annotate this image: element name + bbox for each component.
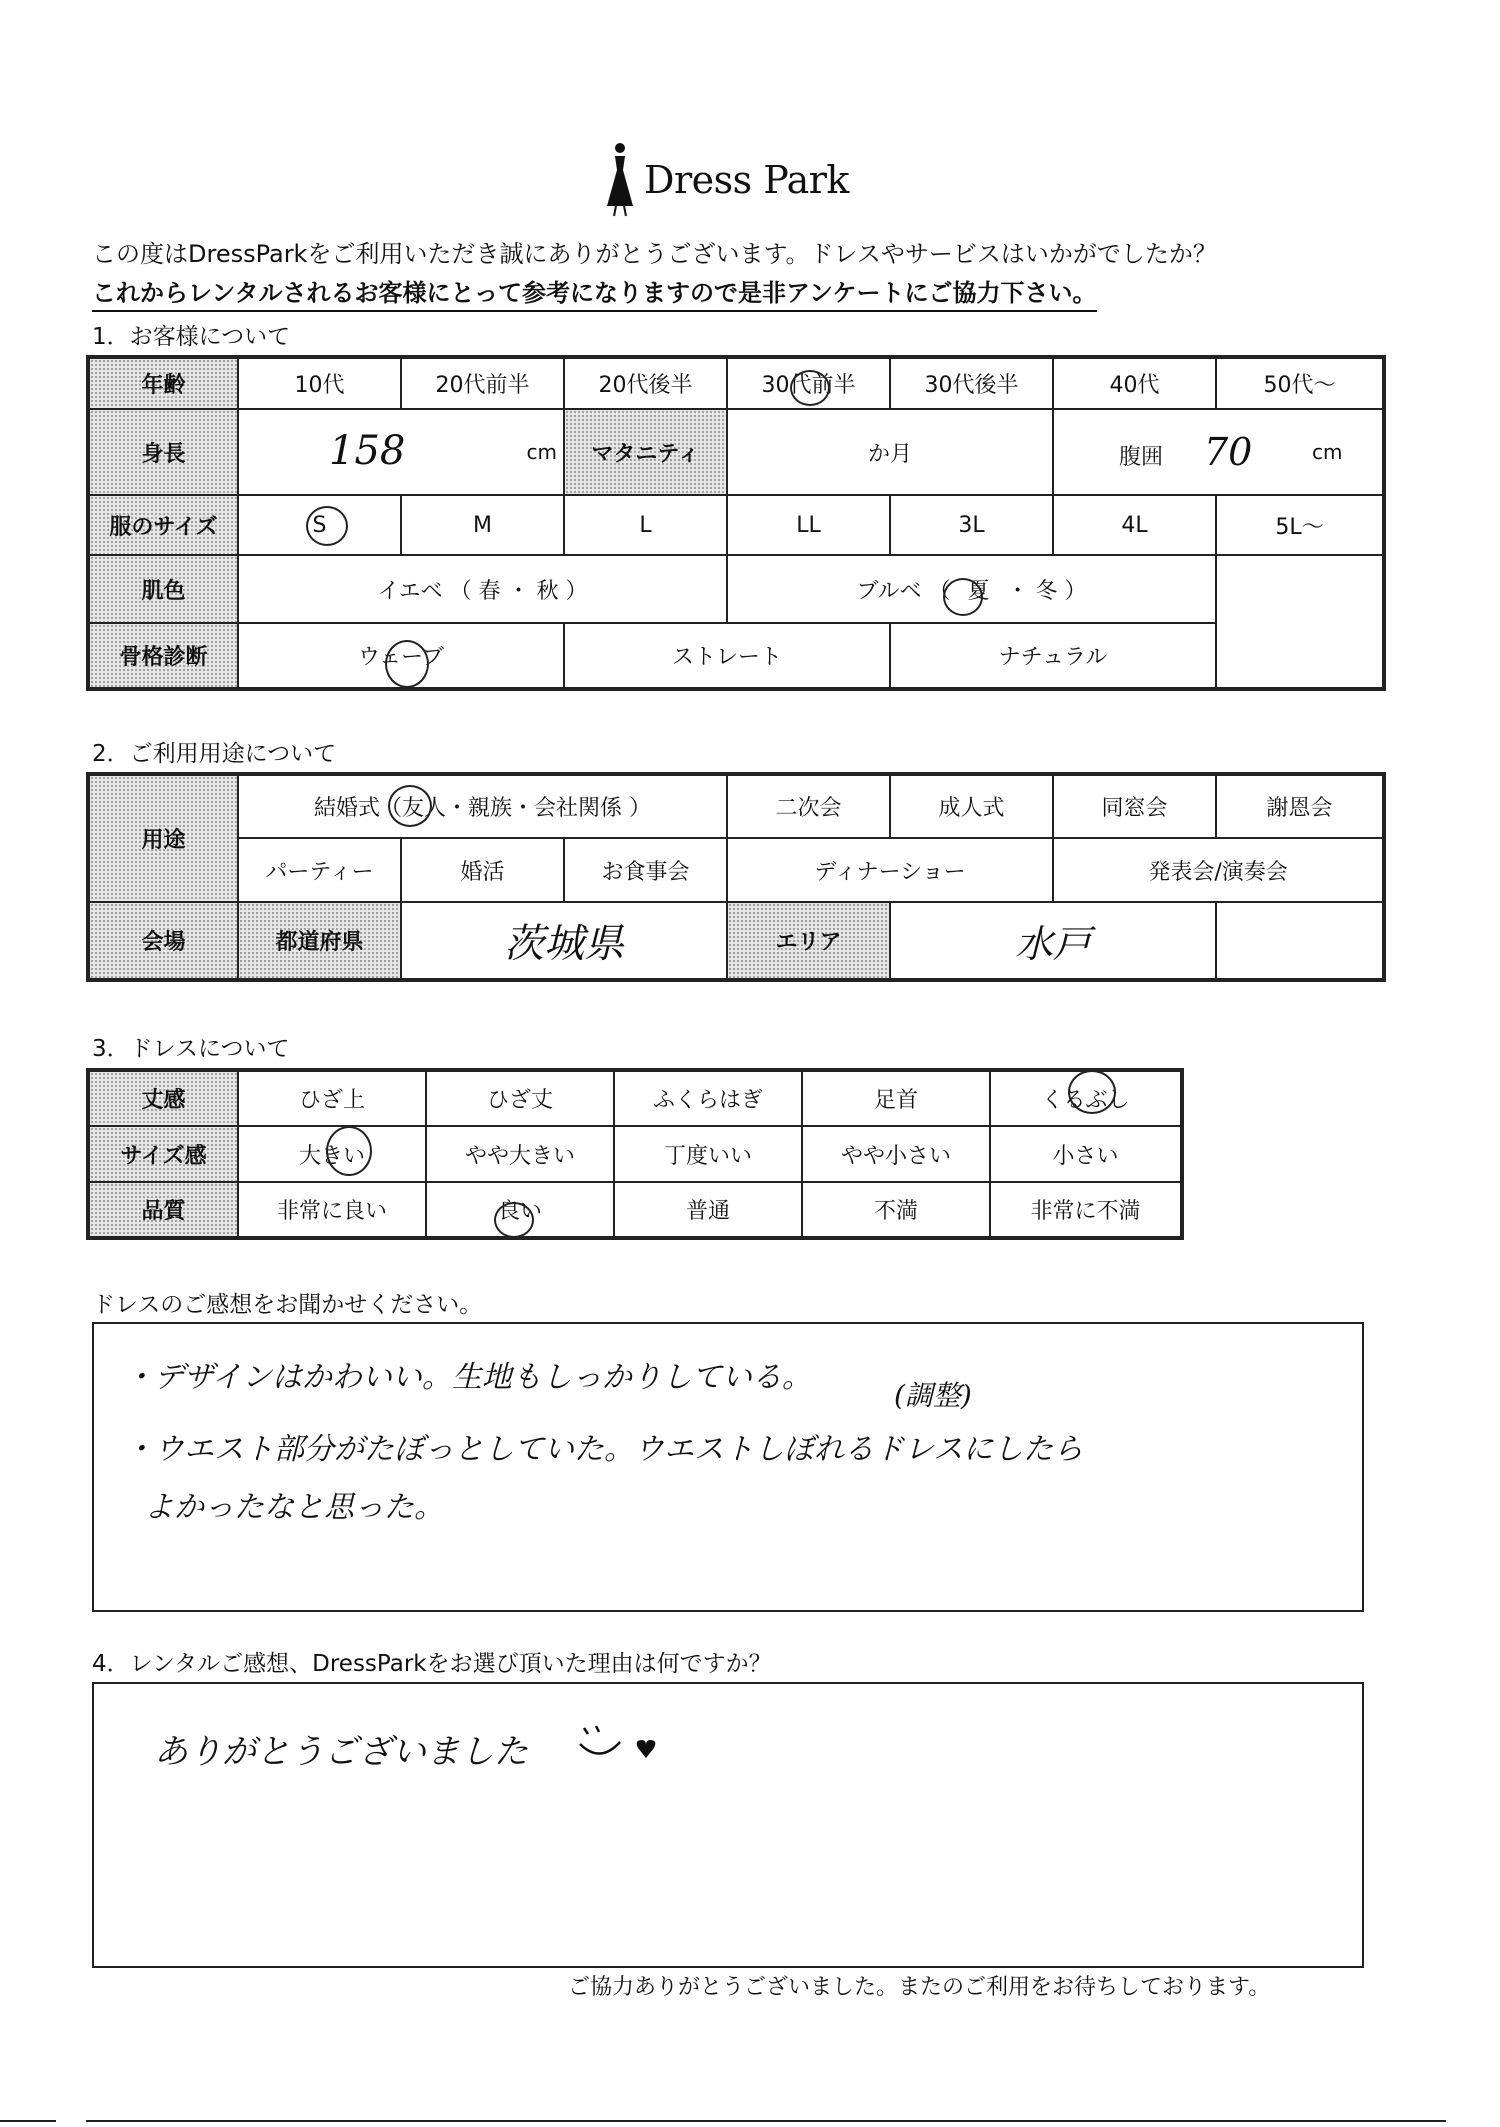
height-field[interactable] — [238, 409, 564, 495]
fit-option-slightly-large[interactable]: やや大きい — [426, 1126, 614, 1182]
size-option-s[interactable]: S — [238, 495, 401, 555]
size-option-3l[interactable]: 3L — [890, 495, 1053, 555]
selection-mark-age — [790, 370, 830, 406]
section-4-title: 4．レンタルご感想、DressParkをお選び頂いた理由は何ですか？ — [92, 1651, 772, 1677]
impression-line-1: ・デザインはかわいい。生地もしっかりしている。 — [124, 1360, 812, 1395]
blank-cell — [1216, 902, 1384, 980]
size-option-4l[interactable]: 4L — [1053, 495, 1216, 555]
venue-label: 会場 — [88, 902, 238, 980]
dress-icon — [600, 140, 640, 220]
blank-cell — [1216, 623, 1384, 689]
age-option-10s[interactable]: 10代 — [238, 357, 401, 409]
intro-line-1: この度はDressParkをご利用いただき誠にありがとうございます。ドレスやサービスはいかがでしたか？ — [92, 240, 1217, 268]
size-option-m[interactable]: M — [401, 495, 564, 555]
usage-label: 用途 — [88, 774, 238, 902]
area-label: エリア — [727, 902, 890, 980]
footer-message: ご協力ありがとうございました。またのご利用をお待ちしております。 — [568, 1975, 1271, 2000]
usage-option-dinner-show[interactable]: ディナーショー — [727, 838, 1053, 902]
reason-answer: ありがとうございました — [154, 1732, 528, 1772]
dresspark-logo — [600, 140, 860, 230]
usage-option-konkatsu[interactable]: 婚活 — [401, 838, 564, 902]
usage-option-thank-you-party[interactable]: 謝恩会 — [1216, 774, 1384, 838]
height-label: 身長 — [88, 409, 238, 495]
body-option-straight[interactable]: ストレート — [564, 623, 890, 689]
section-2-title: 2．ご利用用途について — [92, 741, 337, 767]
age-option-40s[interactable]: 40代 — [1053, 357, 1216, 409]
impression-line-3: よかったなと思った。 — [144, 1490, 444, 1525]
age-option-late-20s[interactable]: 20代後半 — [564, 357, 727, 409]
waist-label: 腹囲 — [1119, 445, 1164, 470]
prefecture-label: 都道府県 — [238, 902, 401, 980]
waist-field[interactable] — [1053, 409, 1384, 495]
selection-mark-body-type — [385, 640, 429, 688]
size-option-l[interactable]: L — [564, 495, 727, 555]
quality-option-very-dissatisfied[interactable]: 非常に不満 — [990, 1182, 1182, 1238]
waist-unit: cm — [1312, 440, 1343, 464]
usage-option-party[interactable]: パーティー — [238, 838, 401, 902]
wedding-friend: 友人 — [402, 796, 447, 821]
body-option-natural[interactable]: ナチュラル — [890, 623, 1216, 689]
dress-table — [86, 1068, 1184, 1240]
length-option-calf[interactable]: ふくらはぎ — [614, 1070, 802, 1126]
length-option-knee[interactable]: ひざ丈 — [426, 1070, 614, 1126]
usage-option-wedding[interactable] — [238, 774, 727, 838]
size-label: 服のサイズ — [88, 495, 238, 555]
fit-option-small[interactable]: 小さい — [990, 1126, 1182, 1182]
wedding-suffix: ・親族・会社関係 ） — [446, 796, 652, 821]
maternity-unit: か月 — [867, 441, 912, 467]
maternity-months-field[interactable] — [727, 409, 1053, 495]
age-option-50s[interactable]: 50代～ — [1216, 357, 1384, 409]
selection-mark-length — [1068, 1070, 1116, 1114]
length-option-above-knee[interactable]: ひざ上 — [238, 1070, 426, 1126]
quality-option-very-good[interactable]: 非常に良い — [238, 1182, 426, 1238]
prefecture-value[interactable]: 茨城県 — [401, 902, 727, 980]
skin-blue-suffix: ・ 冬 ） — [1006, 578, 1087, 604]
skin-blue-prefix: ブルベ （ — [856, 578, 951, 604]
length-label: 丈感 — [88, 1070, 238, 1126]
maternity-label: マタニティ — [564, 409, 727, 495]
selection-mark-fit — [326, 1126, 372, 1176]
selection-mark-skin — [943, 578, 983, 616]
body-type-label: 骨格診断 — [88, 623, 238, 689]
scan-edge-line — [86, 2120, 1446, 2122]
usage-option-after-party[interactable]: 二次会 — [727, 774, 890, 838]
blank-cell — [1216, 555, 1384, 623]
selection-mark-quality — [494, 1202, 534, 1238]
age-option-early-20s[interactable]: 20代前半 — [401, 357, 564, 409]
section-3-title: 3．ドレスについて — [92, 1036, 290, 1062]
skin-blue-summer: 夏 — [967, 578, 990, 604]
length-option-anklebone[interactable]: くるぶし — [990, 1070, 1182, 1126]
customer-table — [86, 355, 1386, 691]
quality-option-good[interactable]: 良い — [426, 1182, 614, 1238]
impression-title: ドレスのご感想をお聞かせください。 — [92, 1292, 483, 1318]
fit-option-slightly-small[interactable]: やや小さい — [802, 1126, 990, 1182]
quality-label: 品質 — [88, 1182, 238, 1238]
age-label: 年齢 — [88, 357, 238, 409]
usage-option-dinner[interactable]: お食事会 — [564, 838, 727, 902]
impression-line-2: ・ウエスト部分がたぼっとしていた。ウエストしぼれるドレスにしたら — [124, 1432, 1084, 1467]
height-value: 158 — [329, 428, 406, 474]
skin-option-yellow[interactable]: イエベ （ 春 ・ 秋 ） — [238, 555, 727, 623]
size-option-5l[interactable]: 5L～ — [1216, 495, 1384, 555]
usage-table — [86, 772, 1386, 982]
fit-option-just-right[interactable]: 丁度いい — [614, 1126, 802, 1182]
quality-option-average[interactable]: 普通 — [614, 1182, 802, 1238]
body-option-wave[interactable]: ウェーブ — [238, 623, 564, 689]
usage-option-coming-of-age[interactable]: 成人式 — [890, 774, 1053, 838]
fit-option-large[interactable]: 大きい — [238, 1126, 426, 1182]
intro-line-2: これからレンタルされるお客様にとって参考になりますので是非アンケートにご協力下さい。 — [92, 273, 1097, 312]
area-value[interactable]: 水戸 — [890, 902, 1216, 980]
fit-label: サイズ感 — [88, 1126, 238, 1182]
size-option-ll[interactable]: LL — [727, 495, 890, 555]
reason-box[interactable] — [92, 1682, 1364, 1968]
impression-note: (調整) — [894, 1379, 972, 1412]
skin-label: 肌色 — [88, 555, 238, 623]
section-1-title: 1．お客様について — [92, 324, 291, 350]
wedding-prefix: 結婚式（ — [314, 796, 403, 821]
length-option-ankle[interactable]: 足首 — [802, 1070, 990, 1126]
height-unit: cm — [526, 440, 557, 464]
quality-option-dissatisfied[interactable]: 不満 — [802, 1182, 990, 1238]
selection-mark-size — [306, 506, 348, 546]
impression-box[interactable] — [92, 1322, 1364, 1612]
usage-option-recital[interactable]: 発表会/演奏会 — [1053, 838, 1384, 902]
usage-option-reunion[interactable]: 同窓会 — [1053, 774, 1216, 838]
age-option-late-30s[interactable]: 30代後半 — [890, 357, 1053, 409]
logo-text: Dress Park — [644, 158, 849, 202]
smiley-heart-icon — [576, 1718, 666, 1768]
waist-value: 70 — [1204, 430, 1253, 474]
selection-mark-wedding-friend — [388, 785, 432, 827]
age-option-early-30s[interactable]: 30代前半 — [727, 357, 890, 409]
scan-edge-line-left — [0, 2120, 56, 2122]
